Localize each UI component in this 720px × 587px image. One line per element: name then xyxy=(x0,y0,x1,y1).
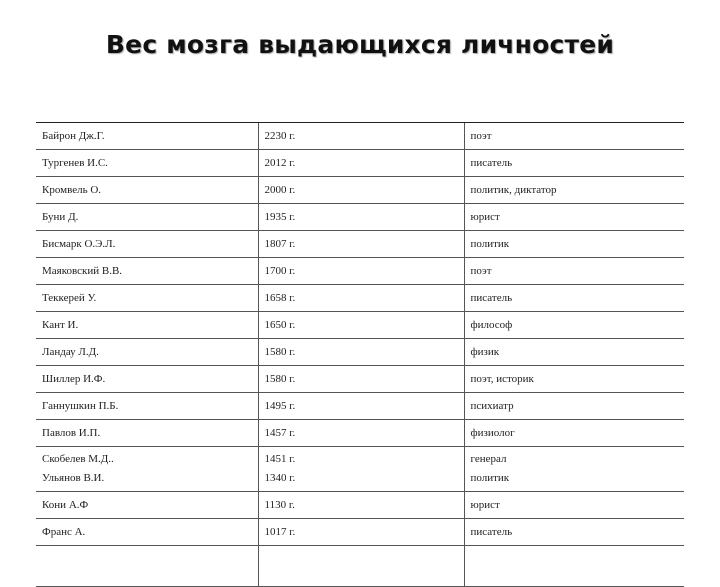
page-title: Вес мозга выдающихся личностей xyxy=(105,30,615,59)
brain-weight-cell: 1807 г. xyxy=(258,231,464,258)
brain-weight-cell: 2012 г. xyxy=(258,150,464,177)
name-cell: Кромвель О. xyxy=(36,177,258,204)
profession-cell xyxy=(464,447,684,492)
table-row xyxy=(36,339,684,366)
profession-cell-line: генерал xyxy=(470,453,507,465)
table-row xyxy=(36,177,684,204)
brain-weight-cell xyxy=(258,447,464,492)
name-cell: Ландау Л.Д. xyxy=(36,339,258,366)
brain-weight-cell: 1580 г. xyxy=(258,366,464,393)
table-row xyxy=(36,420,684,447)
brain-weight-cell-line: 1340 г. xyxy=(264,472,296,484)
table-row xyxy=(36,231,684,258)
table-row xyxy=(36,123,684,150)
brain-weight-cell-line: 1451 г. xyxy=(264,453,296,465)
profession-cell: писатель xyxy=(464,519,684,546)
table-row xyxy=(36,492,684,519)
brain-weight-cell: 1130 г. xyxy=(258,492,464,519)
table-row xyxy=(36,258,684,285)
table-row xyxy=(36,393,684,420)
table-row xyxy=(36,447,684,492)
brain-weight-cell: 2230 г. xyxy=(258,123,464,150)
name-cell: Кони А.Ф xyxy=(36,492,258,519)
profession-cell: юрист xyxy=(464,204,684,231)
brain-weight-cell: 2000 г. xyxy=(258,177,464,204)
name-cell: Буни Д. xyxy=(36,204,258,231)
name-cell: Шиллер И.Ф. xyxy=(36,366,258,393)
profession-cell: физиолог xyxy=(464,420,684,447)
name-cell: Байрон Дж.Г. xyxy=(36,123,258,150)
brain-weight-cell: 1935 г. xyxy=(258,204,464,231)
empty-table-row xyxy=(36,546,684,587)
profession-cell: писатель xyxy=(464,150,684,177)
table-row xyxy=(36,285,684,312)
name-cell-line: Ульянов В.И. xyxy=(42,472,105,484)
brain-weight-cell: 1700 г. xyxy=(258,258,464,285)
name-cell: Франс А. xyxy=(36,519,258,546)
brain-weight-cell: 1658 г. xyxy=(258,285,464,312)
profession-cell-line: политик xyxy=(470,472,510,484)
name-cell: Теккерей У. xyxy=(36,285,258,312)
table-row xyxy=(36,204,684,231)
profession-cell: политик, диктатор xyxy=(464,177,684,204)
brain-weight-cell: 1580 г. xyxy=(258,339,464,366)
brain-weight-cell: 1650 г. xyxy=(258,312,464,339)
name-cell-line: Скобелев М.Д.. xyxy=(42,453,114,465)
brain-weight-table xyxy=(36,122,684,587)
brain-weight-cell: 1457 г. xyxy=(258,420,464,447)
table-row xyxy=(36,150,684,177)
table-row xyxy=(36,519,684,546)
brain-weight-cell: 1017 г. xyxy=(258,519,464,546)
empty-cell xyxy=(258,546,464,587)
name-cell: Павлов И.П. xyxy=(36,420,258,447)
empty-cell xyxy=(464,546,684,587)
profession-cell: юрист xyxy=(464,492,684,519)
table-row xyxy=(36,312,684,339)
empty-cell xyxy=(36,546,258,587)
profession-cell: писатель xyxy=(464,285,684,312)
name-cell: Бисмарк О.Э.Л. xyxy=(36,231,258,258)
name-cell xyxy=(36,447,258,492)
name-cell: Ганнушкин П.Б. xyxy=(36,393,258,420)
table-row xyxy=(36,366,684,393)
profession-cell: психиатр xyxy=(464,393,684,420)
name-cell: Тургенев И.С. xyxy=(36,150,258,177)
profession-cell: политик xyxy=(464,231,684,258)
profession-cell: поэт xyxy=(464,123,684,150)
profession-cell: поэт, историк xyxy=(464,366,684,393)
brain-weight-cell: 1495 г. xyxy=(258,393,464,420)
profession-cell: поэт xyxy=(464,258,684,285)
profession-cell: физик xyxy=(464,339,684,366)
name-cell: Кант И. xyxy=(36,312,258,339)
profession-cell: философ xyxy=(464,312,684,339)
name-cell: Маяковский В.В. xyxy=(36,258,258,285)
